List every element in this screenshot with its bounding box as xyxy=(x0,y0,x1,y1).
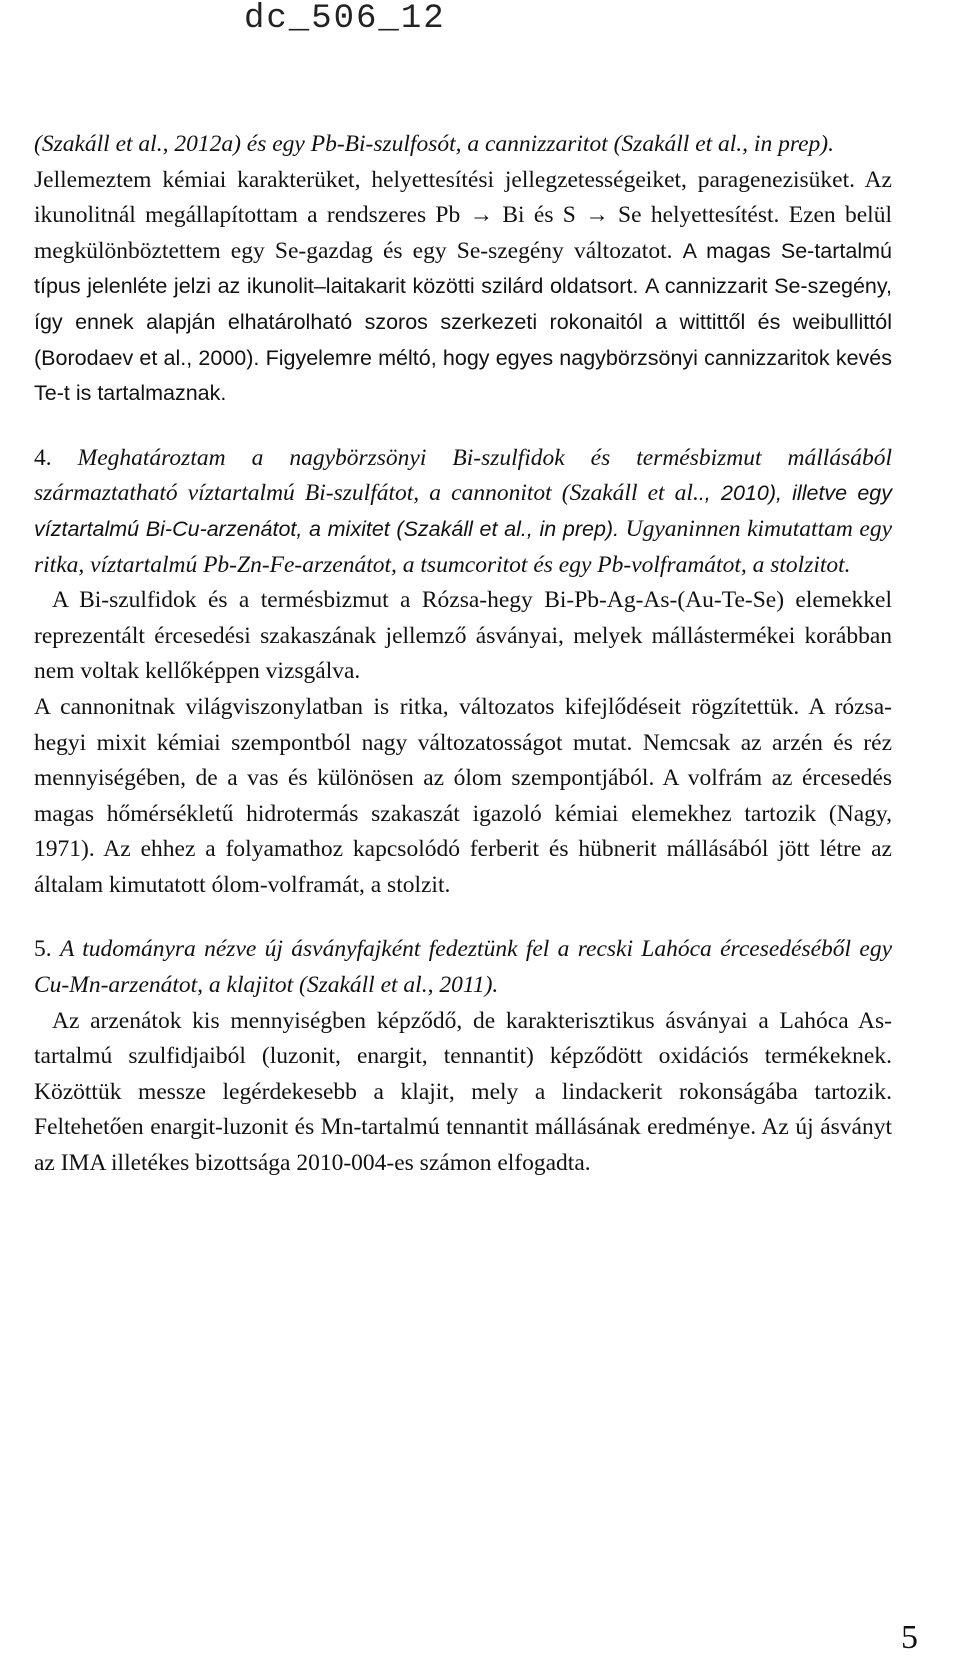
text-segment-sans: A magas Se-tartalmú típus jelenléte jelzi az ikunolit–laitakarit közötti szilárd oldatsort. xyxy=(34,238,892,299)
section-number: 5. xyxy=(34,936,52,963)
paragraph-bi-sulfides: A Bi-szulfidok és a termésbizmut a Rózsa-hegy Bi-Pb-Ag-As-(Au-Te-Se) elemekkel reprezentált ércesedési szakaszának jellemző ásványai, melyek mállástermékei korábban nem voltak kellőképpen vizsgálva. xyxy=(34,587,892,685)
paragraph-intro-citation: (Szakáll et al., 2012a) és egy Pb-Bi-szulfosót, a cannizzaritot (Szakáll et al., in prep). xyxy=(34,131,834,157)
thesis-text: A tudományra nézve új ásványfajként fedeztünk fel a recski Lahóca ércesedéséből egy Cu-Mn-arzenátot, a klajitot (Szakáll et al., 2011). xyxy=(34,936,892,999)
thesis-text: ., 2010), illetve egy víztartalmú Bi-Cu-arzenátot, a mixitet (Szakáll et al., in prep). xyxy=(34,481,893,541)
text-segment: Jellemeztem kémiai karakterüket, helyettesítési jellegzetességeiket, paragenezisüket. Az ikunolitnál megállapítottam a rendszeres Pb → Bi és S → Se helyettesítést. Ezen belül megkülönböztettem egy Se-gazdag és egy Se-szegény változatot. xyxy=(34,166,892,264)
section-5-thesis xyxy=(34,932,892,1003)
paragraph-characterization xyxy=(34,163,892,412)
page-body xyxy=(34,127,892,1182)
text-segment-sans: A cannizzarit Se-szegény, így ennek alapján elhatárolható szoros szerkezeti rokonaitól a wittittől és weibullittól (Borodaev et al., 2000). Figyelemre méltó, hogy egyes nagybörzsönyi cannizzaritok kevés Te-t is tartalmaznak. xyxy=(34,274,893,406)
section-4-thesis xyxy=(34,441,892,583)
thesis-text: Meghatároztam a nagybörzsönyi Bi-szulfidok és termésbizmut mállásából származtatható víztartalmú Bi-szulfátot, a cannonitot (Szakáll et al. xyxy=(34,444,892,507)
thesis-text: Ugyaninnen kimutattam egy ritka, víztartalmú Pb-Zn-Fe-arzenátot, a tsumcoritot és egy Pb-volframátot, a stolzitot. xyxy=(34,515,893,578)
spacer xyxy=(34,412,892,441)
page-number: 5 xyxy=(901,1619,918,1656)
paragraph-arsenates: Az arzenátok kis mennyiségben képződő, de karakterisztikus ásványai a Lahóca As-tartalmú szulfidjaiból (luzonit, enargit, tennantit) képződött oxidációs termékeknek. Közöttük messze legérdekesebb a klajit, mely a lindackerit rokonságába tartozik. Feltehetően enargit-luzonit és Mn-tartalmú tennantit mállásának eredménye. Az új ásványt az IMA illetékes bizottsága 2010-004-es számon elfogadta. xyxy=(34,1007,892,1177)
section-number: 4. xyxy=(34,444,52,471)
paragraph-cannonite: A cannonitnak világviszonylatban is ritka, változatos kifejlődéseit rögzítettük. A rózsa-hegyi mixit kémiai szempontból nagy változatosságot mutat. Nemcsak az arzén és réz mennyiségében, de a vas és különösen az ólom szempontjából. A volfrám az ércesedés magas hőmérsékletű hidrotermás szakaszát igazoló kémiai elemekhez tartozik (Nagy, 1971). Az ehhez a folyamathoz kapcsolódó ferberit és hübnerit mállásából jött létre az általam kimutatott ólom-volframát, a stolzit. xyxy=(34,693,892,898)
spacer xyxy=(34,903,892,932)
document-code-header: dc_506_12 xyxy=(244,0,446,38)
